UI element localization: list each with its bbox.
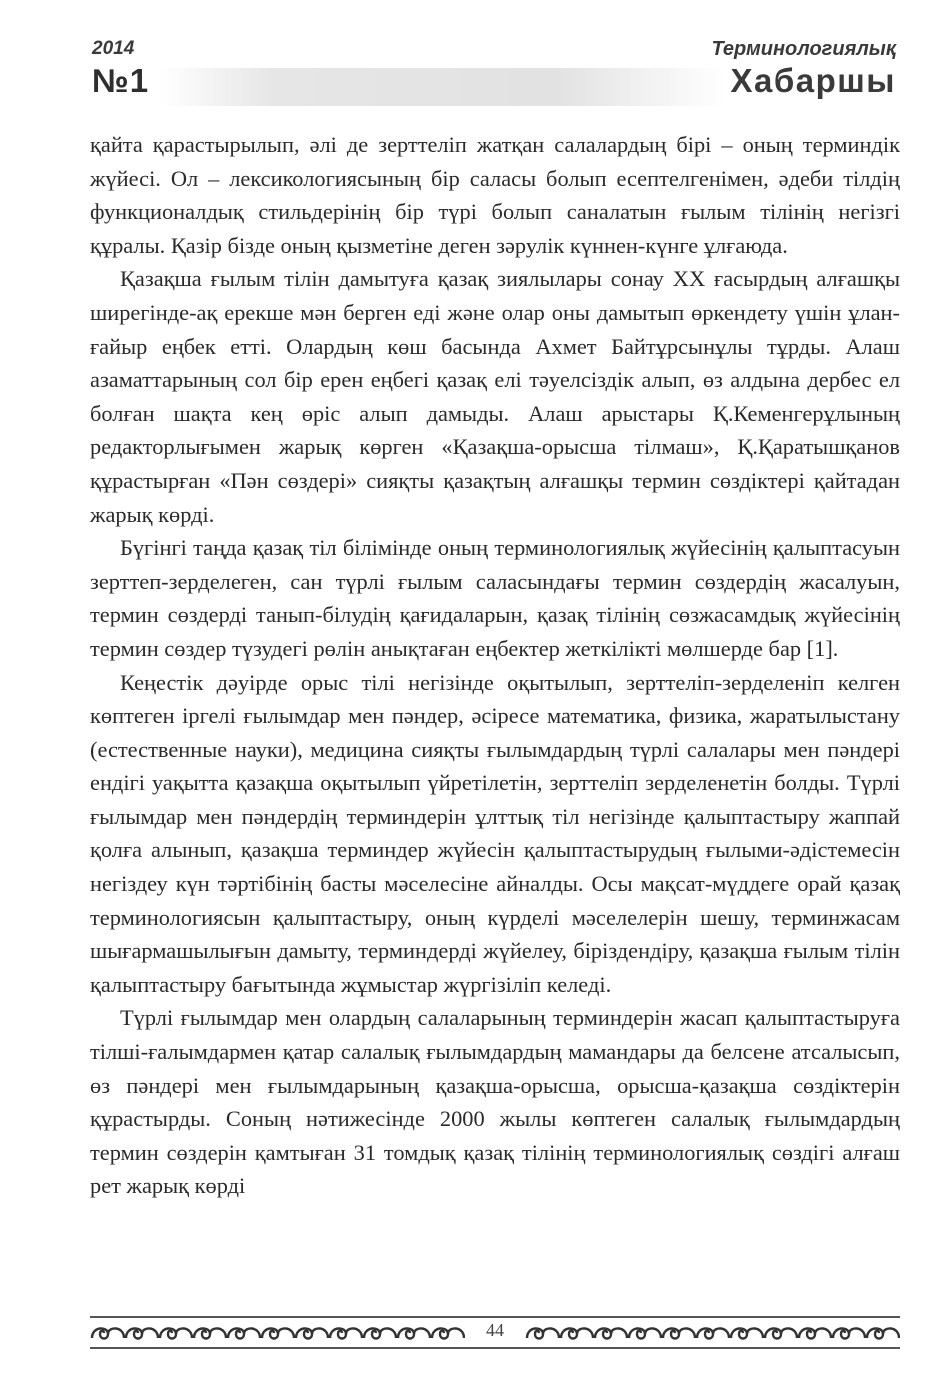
issue-number: №1	[92, 62, 150, 99]
ornament-left	[90, 1320, 465, 1344]
ornament-right	[525, 1320, 900, 1344]
article-body	[90, 128, 900, 1203]
journal-title-line2: Хабаршы	[730, 62, 896, 99]
paragraph: Кеңестік дәуірде орыс тілі негізінде оқытылып, зерттеліп-зерделеніп келген көптеген іргелі ғылымдар мен пәндер, әсіресе математика, физика, жаратылыстану (естественные науки), медицина сияқты ғылымдардың түрлі салалары мен пәндері ендігі уақытта қазақша оқытылып үйретілетін, зерттеліп зерделенетін болды. Түрлі ғылымдар мен пәндердің терминдерін ұлттық тіл негізінде қалыптастыру жаппай қолға алынып, қазақша терминдер жүйесін қалыптастырудың ғылыми-әдістемесін негіздеу күн тәртібінің басты мәселесіне айналды. Осы мақсат-мүддеге орай қазақ терминологиясын қалыптастыру, оның күрделі мәселелерін шешу, терминжасам шығармашылығын дамыту, терминдерді жүйелеу, біріздендіру, қазақша ғылым тілін қалыптастыру бағытында жұмыстар жүргізіліп келеді.	[90, 669, 900, 997]
page-number: 44	[486, 1320, 504, 1340]
journal-title-line1: Терминологиялық	[711, 38, 896, 60]
header-band	[160, 68, 725, 106]
paragraph: қайта қарастырылып, әлі де зерттеліп жатқан салалардың бірі – оның терминдік жүйесі. Ол – лексикологиясының бір саласы болып есептелгенімен, әдеби тілдің функционалдық стильдерінің бір түрі болып саналатын ғылым тілінің негізгі құралы. Қазір бізде оның қызметіне деген зәрулік күннен-күнге ұлғаюда.	[90, 132, 900, 258]
year-label: 2014	[92, 38, 135, 59]
page-footer	[90, 1316, 900, 1350]
paragraph: Бүгінгі таңда қазақ тіл білімінде оның терминологиялық жүйесінің қалыптасуын зерттеп-зерделеген, сан түрлі ғылым саласындағы термин сөздердің жасалуын, термин сөздерді танып-білудің қағидаларын, қазақ тілінің сөзжасамдық жүйесінің термин сөздер түзудегі рөлін анықтаған еңбектер жеткілікті мөлшерде бар [1].	[90, 535, 900, 661]
footer-rule-bottom	[90, 1347, 900, 1349]
footer-rule-top	[90, 1316, 900, 1318]
paragraph: Қазақша ғылым тілін дамытуға қазақ зиялылары сонау XX ғасырдың алғашқы ширегінде-ақ ерекше мән берген еді және олар оны дамытып өркендету үшін ұлан-ғайыр еңбек етті. Олардың көш басында Ахмет Байтұрсынұлы тұрды. Алаш азаматтарының сол бір ерен еңбегі қазақ елі тәуелсіздік алып, өз алдына дербес ел болған шақта кең өріс алып дамыды. Алаш арыстары Қ.Кеменгерұлының редакторлығымен жарық көрген «Қазақша-орысша тілмаш», Қ.Қаратышқанов құрастырған «Пән сөздері» сияқты қазақтың алғашқы термин сөздіктері қайтадан жарық көрді.	[90, 266, 900, 527]
paragraph: Түрлі ғылымдар мен олардың салаларының терминдерін жасап қалыптастыруға тілші-ғалымдармен қатар салалық ғылымдардың мамандары да белсене атсалысып, өз пәндері мен ғылымдарының қазақша-орысша, орысша-қазақша сөздіктерін құрастырды. Соның нәтижесінде 2000 жылы көптеген салалық ғылымдардың термин сөздерін қамтыған 31 томдық қазақ тілінің терминологиялық сөздігі алғаш рет жарық көрді	[90, 1005, 900, 1199]
page-header	[0, 0, 949, 112]
